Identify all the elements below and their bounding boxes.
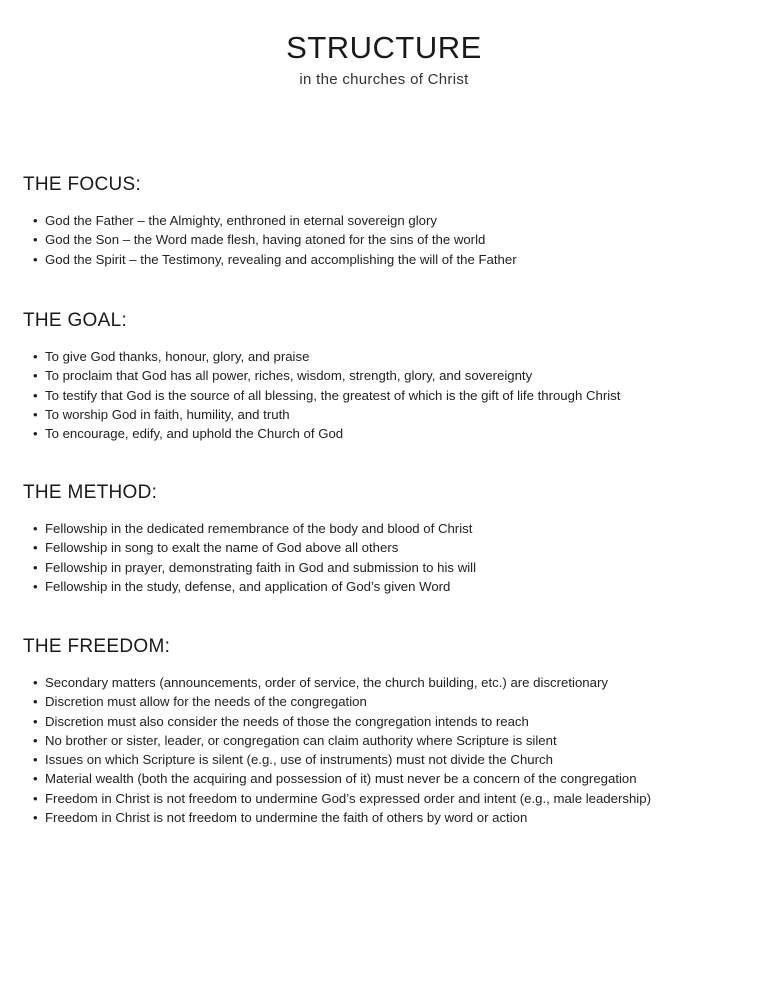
list-item xyxy=(23,558,753,577)
list-item-text: Fellowship in the study, defense, and application of God’s given Word xyxy=(45,578,451,594)
list-item-text: Issues on which Scripture is silent (e.g., use of instruments) must not divide the Church xyxy=(45,752,553,768)
page-title: STRUCTURE xyxy=(286,30,482,65)
list-item xyxy=(23,405,753,424)
list-item-text: To give God thanks, honour, glory, and praise xyxy=(45,349,310,364)
list-item-text: Fellowship in the dedicated remembrance of the body and blood of Christ xyxy=(45,521,473,536)
list-item xyxy=(23,230,753,249)
section-heading: THE GOAL: xyxy=(23,310,128,331)
bullet-icon: • xyxy=(33,713,38,729)
section-heading: THE FOCUS: xyxy=(23,174,142,195)
bullet-icon: • xyxy=(33,251,38,267)
list-item xyxy=(23,519,753,538)
list-item-text: God the Son – the Word made flesh, having atoned for the sins of the world xyxy=(45,232,486,248)
list-item xyxy=(23,712,753,731)
list-item xyxy=(23,366,753,385)
list-item xyxy=(23,769,753,788)
section-heading: THE METHOD: xyxy=(23,482,158,503)
bullet-icon: • xyxy=(33,540,38,556)
bullet-icon: • xyxy=(33,368,38,384)
list-item xyxy=(23,731,753,750)
bullet-icon: • xyxy=(33,213,38,228)
bullet-list xyxy=(23,347,753,443)
bullet-icon: • xyxy=(33,387,38,403)
list-item xyxy=(23,750,753,769)
list-item-text: Discretion must allow for the needs of the congregation xyxy=(45,694,367,710)
bullet-list xyxy=(23,211,753,269)
list-item-text: God the Spirit – the Testimony, revealing and accomplishing the will of the Father xyxy=(45,251,517,267)
bullet-icon: • xyxy=(33,810,38,826)
list-item-text: To proclaim that God has all power, riches, wisdom, strength, glory, and sovereignty xyxy=(45,368,533,384)
bullet-icon: • xyxy=(33,578,38,594)
list-item xyxy=(23,424,753,443)
bullet-icon: • xyxy=(33,752,38,768)
page-subtitle: in the churches of Christ xyxy=(299,71,469,88)
list-item-text: Discretion must also consider the needs of those the congregation intends to reach xyxy=(45,713,529,729)
section-focus xyxy=(23,173,753,269)
bullet-icon: • xyxy=(33,349,38,364)
bullet-icon: • xyxy=(33,694,38,710)
list-item-text: No brother or sister, leader, or congregation can claim authority where Scripture is silent xyxy=(45,732,557,748)
list-item xyxy=(23,250,753,269)
list-item xyxy=(23,808,753,827)
bullet-icon: • xyxy=(33,559,38,575)
list-item-text: To worship God in faith, humility, and truth xyxy=(45,406,290,422)
bullet-list xyxy=(23,673,753,827)
list-item-text: Freedom in Christ is not freedom to undermine the faith of others by word or action xyxy=(45,810,528,826)
section-freedom xyxy=(23,635,753,827)
list-item-text: Freedom in Christ is not freedom to undermine God’s expressed order and intent (e.g., male leadership) xyxy=(45,790,651,806)
list-item xyxy=(23,347,753,366)
section-heading: THE FREEDOM: xyxy=(23,636,171,657)
list-item-text: To encourage, edify, and uphold the Church of God xyxy=(45,426,344,442)
list-item-text: God the Father – the Almighty, enthroned in eternal sovereign glory xyxy=(45,213,437,228)
bullet-icon: • xyxy=(33,790,38,806)
list-item-text: Secondary matters (announcements, order of service, the church building, etc.) are discretionary xyxy=(45,675,608,690)
bullet-icon: • xyxy=(33,426,38,442)
list-item-text: Material wealth (both the acquiring and possession of it) must never be a concern of the congregation xyxy=(45,771,637,787)
list-item xyxy=(23,673,753,692)
section-method xyxy=(23,481,753,596)
list-item-text: To testify that God is the source of all blessing, the greatest of which is the gift of life through Christ xyxy=(45,387,621,403)
bullet-icon: • xyxy=(33,675,38,690)
bullet-list xyxy=(23,519,753,596)
list-item xyxy=(23,789,753,808)
bullet-icon: • xyxy=(33,732,38,748)
bullet-icon: • xyxy=(33,406,38,422)
list-item xyxy=(23,538,753,557)
bullet-icon: • xyxy=(33,771,38,787)
bullet-icon: • xyxy=(33,232,38,248)
list-item-text: Fellowship in prayer, demonstrating faith in God and submission to his will xyxy=(45,559,477,575)
section-goal xyxy=(23,309,753,443)
list-item xyxy=(23,692,753,711)
list-item xyxy=(23,211,753,230)
list-item xyxy=(23,577,753,596)
list-item-text: Fellowship in song to exalt the name of God above all others xyxy=(45,540,399,556)
bullet-icon: • xyxy=(33,521,38,536)
list-item xyxy=(23,386,753,405)
